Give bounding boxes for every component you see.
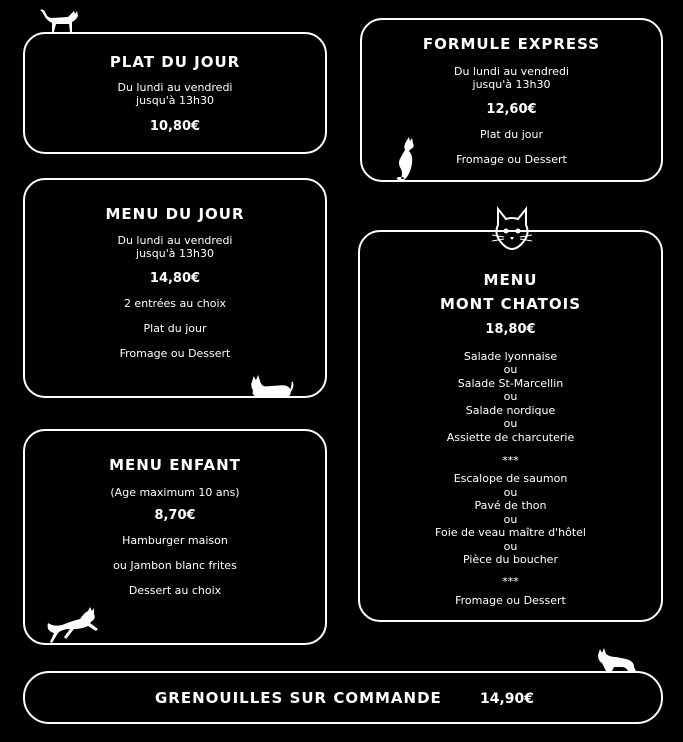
menu-du-jour-box (23, 178, 327, 398)
grenouilles-label: GRENOUILLES SUR COMMANDE (155, 689, 442, 707)
menu-du-jour-item-plat: Plat du jour (143, 322, 207, 335)
cat-jumping-icon (44, 607, 102, 645)
plat-du-jour-days: Du lundi au vendredi (117, 81, 233, 94)
mont-chatois-separator: *** (502, 454, 519, 467)
formule-express-hours: jusqu'à 13h30 (472, 78, 551, 91)
menu-du-jour-hours: jusqu'à 13h30 (136, 247, 214, 260)
menu-enfant-item-hamburger: Hamburger maison (122, 534, 228, 547)
mont-chatois-main: Escalope de saumon (453, 472, 568, 485)
formule-express-days: Du lundi au vendredi (453, 65, 569, 78)
menu-enfant-price: 8,70€ (154, 508, 196, 523)
mont-chatois-or: ou (503, 390, 518, 403)
menu-enfant-age: (Age maximum 10 ans) (110, 486, 240, 499)
mont-chatois-or: ou (503, 513, 518, 526)
plat-du-jour-price: 10,80€ (149, 119, 201, 134)
mont-chatois-starter: Assiette de charcuterie (446, 431, 575, 444)
plat-du-jour-box (23, 32, 327, 154)
formule-express-item-plat: Plat du jour (480, 128, 543, 141)
menu-mont-chatois-box (358, 230, 663, 622)
menu-du-jour-item-dessert: Fromage ou Dessert (119, 347, 231, 360)
plat-du-jour-title: PLAT DU JOUR (109, 53, 241, 71)
mont-chatois-title-name: MONT CHATOIS (439, 295, 582, 313)
cat-crouching-icon (596, 647, 638, 673)
mont-chatois-main: Pièce du boucher (463, 553, 558, 566)
menu-du-jour-price: 14,80€ (149, 271, 201, 286)
menu-enfant-item-dessert: Dessert au choix (128, 584, 222, 597)
mont-chatois-or: ou (503, 363, 518, 376)
mont-chatois-starter: Salade nordique (465, 404, 556, 417)
grenouilles-price: 14,90€ (480, 691, 535, 707)
mont-chatois-main: Pavé de thon (474, 499, 547, 512)
mont-chatois-dessert: Fromage ou Dessert (455, 594, 566, 607)
mont-chatois-starter: Salade St-Marcellin (457, 377, 564, 390)
mont-chatois-main: Foie de veau maître d'hôtel (435, 526, 586, 539)
mont-chatois-price: 18,80€ (485, 322, 536, 337)
formule-express-price: 12,60€ (486, 102, 537, 117)
mont-chatois-title-menu: MENU (483, 271, 538, 289)
cat-walking-icon (38, 6, 82, 34)
menu-du-jour-item-entrees: 2 entrées au choix (123, 297, 227, 310)
formule-express-title: FORMULE EXPRESS (422, 35, 601, 53)
menu-du-jour-days: Du lundi au vendredi (117, 234, 233, 247)
mont-chatois-separator: *** (502, 575, 519, 588)
cat-sitting-icon (393, 137, 419, 181)
plat-du-jour-hours: jusqu'à 13h30 (136, 94, 214, 107)
cat-lying-icon (250, 374, 294, 398)
cat-face-icon (490, 205, 534, 253)
mont-chatois-or: ou (503, 486, 518, 499)
menu-du-jour-title: MENU DU JOUR (105, 205, 245, 223)
menu-enfant-item-jambon: ou Jambon blanc frites (113, 559, 237, 572)
mont-chatois-starter: Salade lyonnaise (463, 350, 558, 363)
grenouilles-banner (23, 671, 663, 724)
mont-chatois-or: ou (503, 417, 518, 430)
menu-enfant-title: MENU ENFANT (109, 456, 241, 474)
mont-chatois-or: ou (503, 540, 518, 553)
formule-express-item-dessert: Fromage ou Dessert (456, 153, 567, 166)
